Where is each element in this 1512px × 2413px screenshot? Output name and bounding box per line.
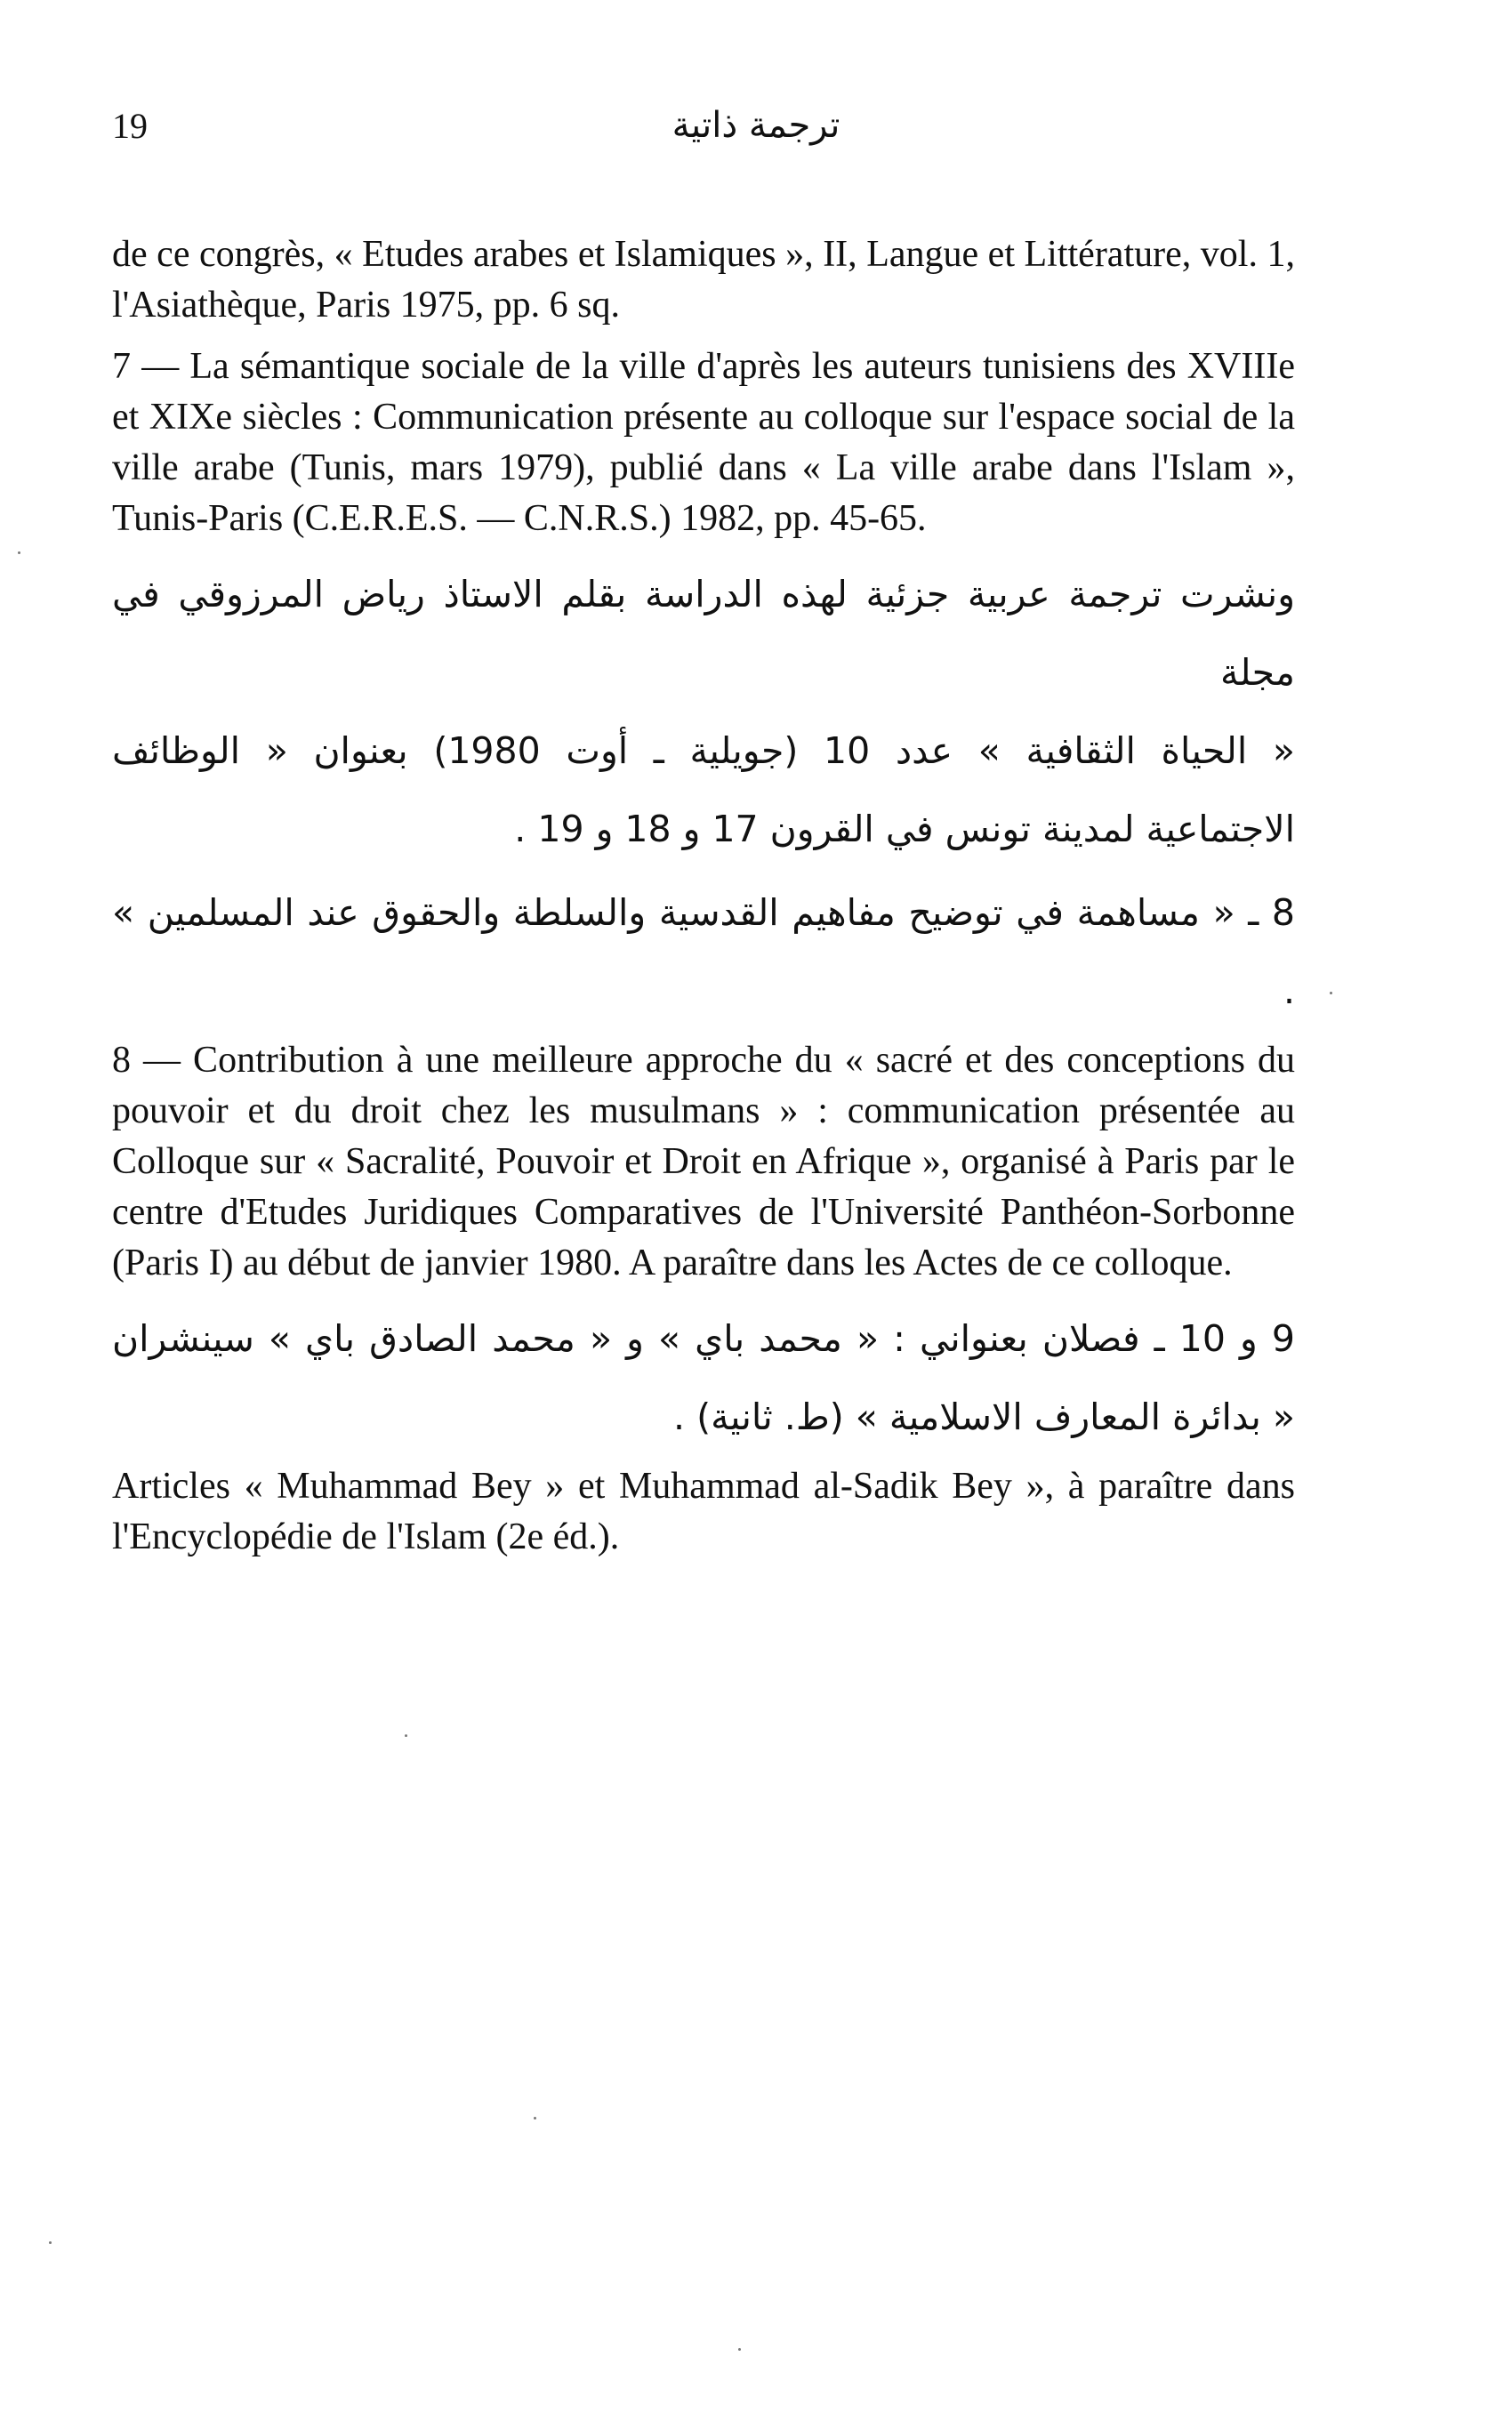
scan-speck <box>18 551 20 554</box>
scan-speck <box>738 2348 741 2351</box>
page-body <box>112 229 1295 1573</box>
arabic-line: الاجتماعية لمدينة تونس في القرون 17 و 18 و 19 . <box>514 808 1295 850</box>
paragraph-item-7-french: 7 — La sémantique sociale de la ville d'après les auteurs tunisiens des XVIIIe et XIXe siècles : Communication présente au colloque sur l'espace social de la ville arabe (Tunis, mars 1979), publié dans « La ville arabe dans l'Islam », Tunis-Paris (C.E.R.E.S. — C.N.R.S.) 1982, pp. 45-65. <box>112 346 1295 539</box>
paragraph-items-9-10-arabic <box>112 1299 1295 1456</box>
arabic-line: ونشرت ترجمة عربية جزئية لهذه الدراسة بقلم الاستاذ رياض المرزوقي في مجلة <box>112 573 1295 694</box>
page-number: 19 <box>112 106 148 146</box>
arabic-line: 8 ـ « مساهمة في توضيح مفاهيم القدسية والسلطة والحقوق عند المسلمين » . <box>112 891 1295 1012</box>
paragraph-congress-reference: de ce congrès, « Etudes arabes et Islamiques », II, Langue et Littérature, vol. 1, l'Asiathèque, Paris 1975, pp. 6 sq. <box>112 234 1295 326</box>
scan-speck <box>49 2241 52 2244</box>
paragraph-item-7-arabic <box>112 555 1295 868</box>
paragraph-item-8-french: 8 — Contribution à une meilleure approche du « sacré et des conceptions du pouvoir et du droit chez les musulmans » : communication présentée au Colloque sur « Sacralité, Pouvoir et Droit en Afrique », organisé à Paris par le centre d'Etudes Juridiques Comparatives de l'Université Panthéon-Sorbonne (Paris I) au début de janvier 1980. A paraître dans les Actes de ce colloque. <box>112 1040 1295 1283</box>
paragraph-items-9-10-french: Articles « Muhammad Bey » et Muhammad al-Sadik Bey », à paraître dans l'Encyclopédie de l'Islam (2e éd.). <box>112 1466 1295 1557</box>
running-title: ترجمة ذاتية <box>672 105 840 146</box>
scan-speck <box>1330 992 1332 994</box>
page-header <box>112 105 1400 158</box>
paragraph-item-8-arabic <box>112 873 1295 1030</box>
arabic-line: « بدائرة المعارف الاسلامية » (ط. ثانية) . <box>673 1396 1295 1438</box>
arabic-line: 9 و 10 ـ فصلان بعنواني : « محمد باي » و « محمد الصادق باي » سينشران <box>112 1317 1295 1360</box>
scan-speck <box>534 2117 536 2119</box>
scan-speck <box>405 1734 407 1737</box>
arabic-line: « الحياة الثقافية » عدد 10 (جويلية ـ أوت 1980) بعنوان « الوظائف <box>112 729 1295 772</box>
